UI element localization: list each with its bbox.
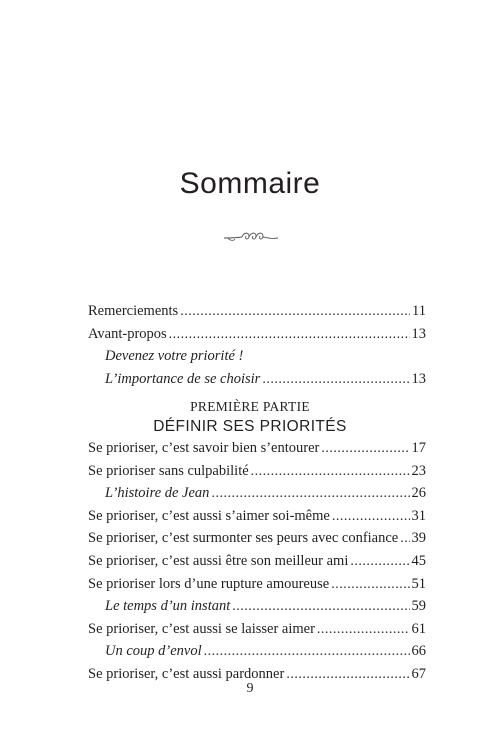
toc-entry-label: Se prioriser, c’est savoir bien s’entourer bbox=[88, 440, 320, 456]
toc-entry-label: Se prioriser, c’est surmonter ses peurs avec confiance bbox=[88, 530, 399, 547]
toc-entry-label: Le temps d’un instant bbox=[105, 598, 231, 615]
dot-leader bbox=[262, 369, 409, 392]
dot-leader bbox=[321, 438, 409, 461]
dot-leader bbox=[331, 574, 409, 597]
part-title: DÉFINIR SES PRIORITÉS bbox=[153, 418, 347, 435]
toc-entry-label: Remerciements bbox=[88, 303, 179, 319]
dot-leader bbox=[400, 528, 409, 551]
toc-entry-page: 17 bbox=[411, 440, 426, 456]
flourish-ornament-icon bbox=[222, 228, 280, 246]
toc-entry[interactable] bbox=[88, 640, 426, 663]
toc-entry[interactable] bbox=[88, 527, 426, 550]
dot-leader bbox=[180, 301, 410, 324]
toc-entry[interactable] bbox=[88, 437, 426, 460]
toc-entry-page: 59 bbox=[411, 598, 426, 615]
toc-entry-page: 13 bbox=[411, 325, 426, 342]
toc-entry-page: 51 bbox=[411, 575, 426, 592]
toc-entry-label: Un coup d’envol bbox=[105, 643, 202, 660]
toc-entry-label: Avant-propos bbox=[88, 325, 167, 342]
part-label: PREMIÈRE PARTIE bbox=[190, 399, 310, 414]
toc-entry-label: Se prioriser, c’est aussi être son meilleur ami bbox=[88, 552, 349, 569]
toc-entry-page: 45 bbox=[411, 552, 426, 569]
dot-leader bbox=[232, 596, 409, 619]
toc-entry-page: 61 bbox=[411, 620, 426, 637]
dot-leader bbox=[169, 324, 410, 347]
dot-leader bbox=[317, 619, 410, 642]
toc-entry-page: 13 bbox=[411, 370, 426, 387]
toc-entry-page: 11 bbox=[412, 303, 426, 319]
toc-entry-label: Se prioriser, c’est aussi se laisser aimer bbox=[88, 620, 315, 637]
toc-entry[interactable] bbox=[88, 618, 426, 641]
part-one-list bbox=[88, 437, 426, 686]
toc-entry[interactable] bbox=[88, 460, 426, 483]
toc-entry[interactable] bbox=[88, 595, 426, 618]
dot-leader bbox=[251, 461, 410, 484]
toc-entry[interactable] bbox=[88, 550, 426, 573]
page-title: Sommaire bbox=[179, 167, 321, 200]
toc-entry-importance[interactable] bbox=[88, 368, 426, 391]
toc-entry-page: 23 bbox=[411, 462, 426, 479]
front-matter-list bbox=[88, 300, 426, 390]
toc-entry-page: 26 bbox=[411, 485, 426, 502]
toc-subtitle-line: Devenez votre priorité ! bbox=[105, 348, 244, 365]
toc-entry-label: L’histoire de Jean bbox=[105, 485, 210, 502]
toc-entry-label: Se prioriser, c’est aussi pardonner bbox=[88, 665, 285, 682]
dot-leader bbox=[204, 641, 410, 664]
toc-entry-remerciements[interactable] bbox=[88, 300, 426, 323]
page-number: 9 bbox=[246, 681, 254, 696]
toc-entry-page: 66 bbox=[411, 643, 426, 660]
toc-entry[interactable] bbox=[88, 573, 426, 596]
dot-leader bbox=[350, 551, 409, 574]
toc-entry-avant-propos[interactable] bbox=[88, 323, 426, 346]
toc-entry-label: Se prioriser lors d’une rupture amoureuse bbox=[88, 575, 330, 592]
dot-leader bbox=[332, 506, 410, 529]
toc-entry[interactable] bbox=[88, 482, 426, 505]
toc-entry-label: Se prioriser, c’est aussi s’aimer soi-même bbox=[88, 507, 330, 524]
toc-entry-label: L’importance de se choisir bbox=[105, 370, 261, 387]
toc-entry-page: 31 bbox=[411, 507, 426, 524]
dot-leader bbox=[211, 483, 409, 506]
toc-entry-label: Se prioriser sans culpabilité bbox=[88, 462, 249, 479]
toc-entry[interactable] bbox=[88, 505, 426, 528]
toc-entry-page: 39 bbox=[411, 530, 426, 547]
toc-entry-page: 67 bbox=[411, 665, 426, 682]
